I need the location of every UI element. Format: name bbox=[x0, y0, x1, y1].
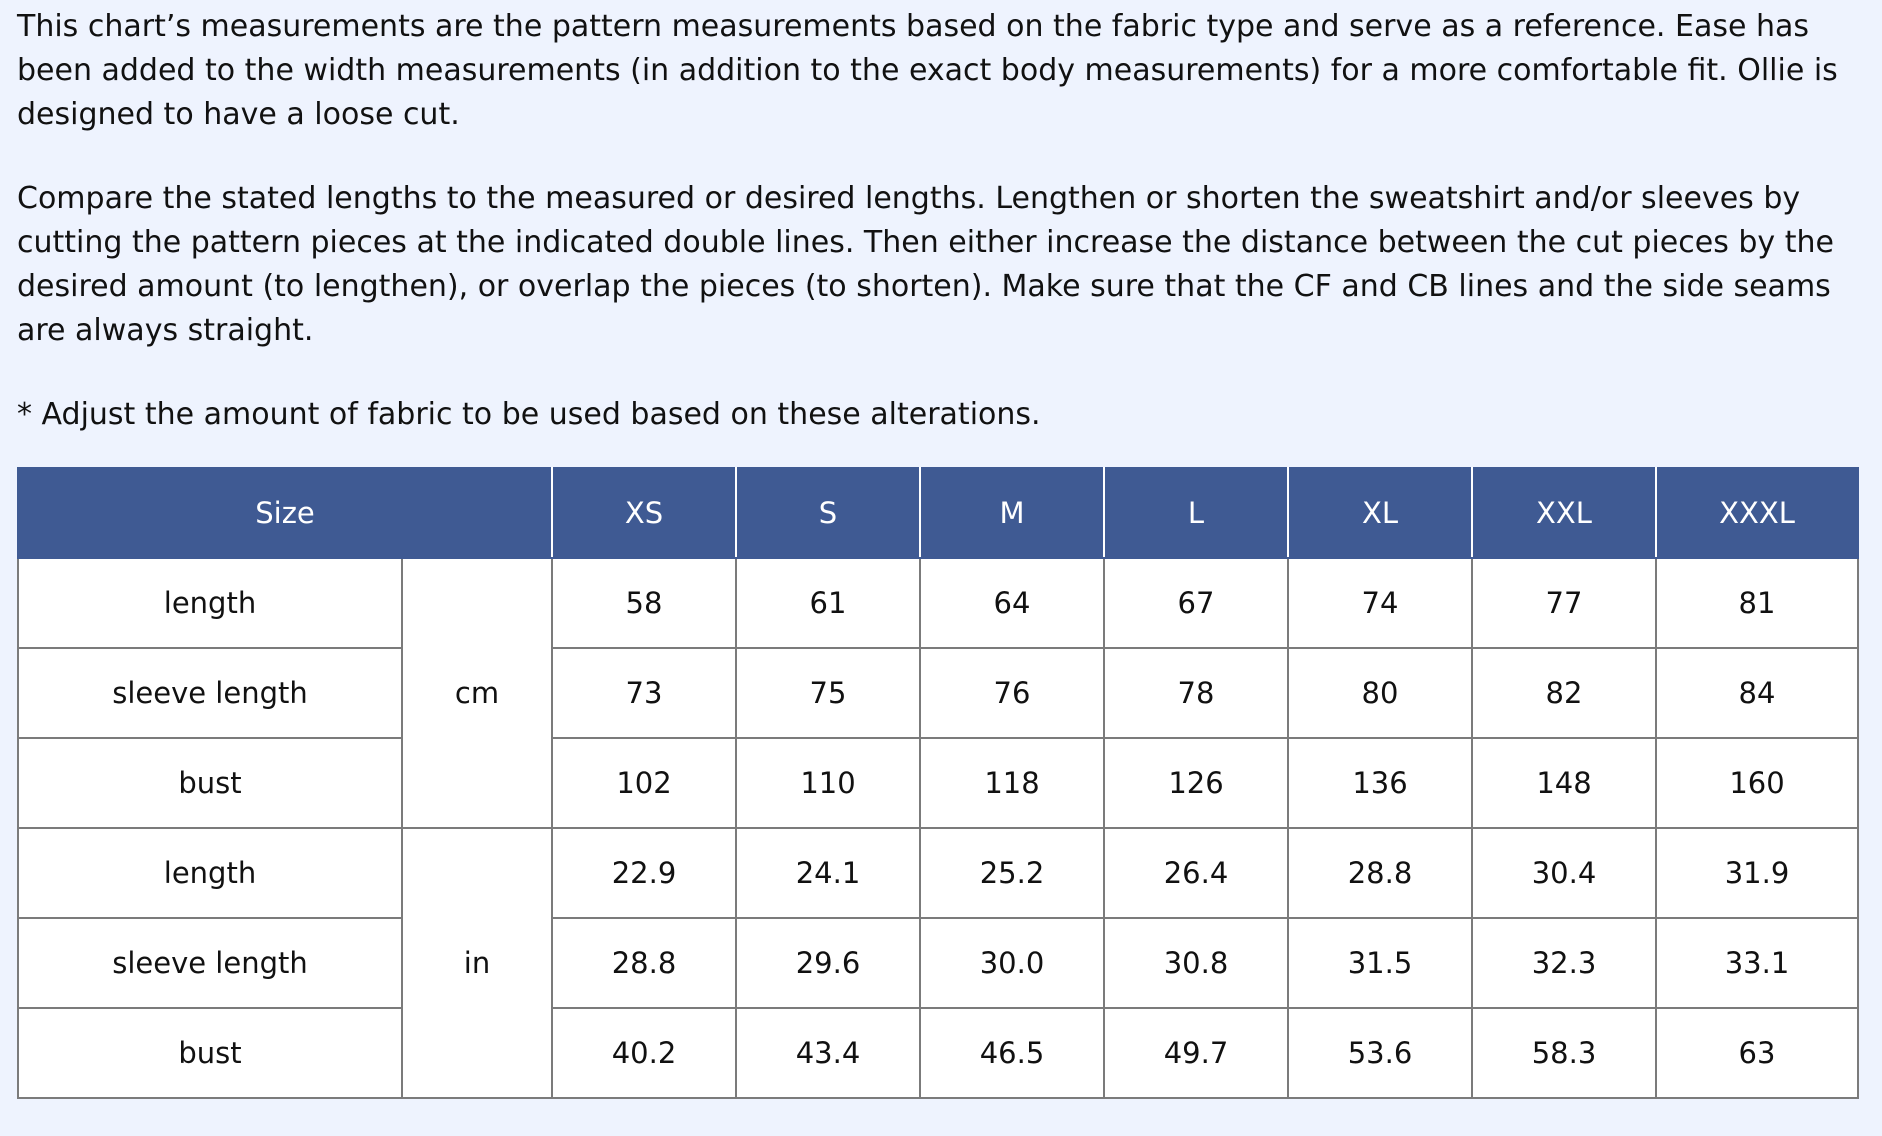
table-cell: 28.8 bbox=[552, 918, 736, 1008]
table-row bbox=[18, 1008, 1858, 1098]
size-chart-notes bbox=[17, 0, 1867, 437]
table-cell: 67 bbox=[1104, 558, 1288, 648]
table-cell: 33.1 bbox=[1656, 918, 1858, 1008]
size-header-l: L bbox=[1104, 468, 1288, 558]
row-label-bust-in: bust bbox=[18, 1008, 402, 1098]
table-cell: 118 bbox=[920, 738, 1104, 828]
table-cell: 80 bbox=[1288, 648, 1472, 738]
table-row bbox=[18, 828, 1858, 918]
table-cell: 160 bbox=[1656, 738, 1858, 828]
table-cell: 31.9 bbox=[1656, 828, 1858, 918]
table-cell: 77 bbox=[1472, 558, 1656, 648]
size-header-m: M bbox=[920, 468, 1104, 558]
table-cell: 75 bbox=[736, 648, 920, 738]
table-cell: 64 bbox=[920, 558, 1104, 648]
table-cell: 58.3 bbox=[1472, 1008, 1656, 1098]
table-cell: 43.4 bbox=[736, 1008, 920, 1098]
size-header-xs: XS bbox=[552, 468, 736, 558]
size-header-s: S bbox=[736, 468, 920, 558]
table-cell: 30.8 bbox=[1104, 918, 1288, 1008]
table-cell: 78 bbox=[1104, 648, 1288, 738]
table-cell: 82 bbox=[1472, 648, 1656, 738]
table-cell: 84 bbox=[1656, 648, 1858, 738]
table-cell: 24.1 bbox=[736, 828, 920, 918]
table-cell: 136 bbox=[1288, 738, 1472, 828]
table-row bbox=[18, 738, 1858, 828]
size-header-xl: XL bbox=[1288, 468, 1472, 558]
intro-paragraph-alterations: Compare the stated lengths to the measured or desired lengths. Lengthen or shorten the sweatshirt and/or sleeves by cutting the pattern pieces at the indicated double lines. Then either increase the distance between the cut pieces by the desired amount (to lengthen), or overlap the pieces (to shorten). Make sure that the CF and CB lines and the side seams are always straight. bbox=[17, 181, 1834, 348]
table-cell: 102 bbox=[552, 738, 736, 828]
fabric-note: * Adjust the amount of fabric to be used based on these alterations. bbox=[17, 397, 1041, 432]
table-cell: 32.3 bbox=[1472, 918, 1656, 1008]
table-cell: 26.4 bbox=[1104, 828, 1288, 918]
table-cell: 76 bbox=[920, 648, 1104, 738]
table-cell: 73 bbox=[552, 648, 736, 738]
table-row bbox=[18, 648, 1858, 738]
table-cell: 74 bbox=[1288, 558, 1472, 648]
table-cell: 53.6 bbox=[1288, 1008, 1472, 1098]
table-cell: 31.5 bbox=[1288, 918, 1472, 1008]
table-cell: 49.7 bbox=[1104, 1008, 1288, 1098]
table-cell: 30.0 bbox=[920, 918, 1104, 1008]
table-row bbox=[18, 558, 1858, 648]
table-cell: 46.5 bbox=[920, 1008, 1104, 1098]
size-chart-table bbox=[17, 467, 1859, 1099]
table-cell: 22.9 bbox=[552, 828, 736, 918]
intro-paragraph-ease: This chart’s measurements are the pattern measurements based on the fabric type and serve as a reference. Ease has been added to the width measurements (in addition to the exact body measurements) for a more comfortable fit. Ollie is designed to have a loose cut. bbox=[17, 9, 1838, 132]
table-cell: 126 bbox=[1104, 738, 1288, 828]
size-header-xxxl: XXXL bbox=[1656, 468, 1858, 558]
row-label-sleeve-length-in: sleeve length bbox=[18, 918, 402, 1008]
unit-cm: cm bbox=[402, 558, 552, 828]
size-header: Size bbox=[18, 468, 552, 558]
table-cell: 148 bbox=[1472, 738, 1656, 828]
row-label-sleeve-length-cm: sleeve length bbox=[18, 648, 402, 738]
table-header-row bbox=[18, 468, 1858, 558]
table-cell: 29.6 bbox=[736, 918, 920, 1008]
table-cell: 30.4 bbox=[1472, 828, 1656, 918]
table-cell: 28.8 bbox=[1288, 828, 1472, 918]
row-label-length-in: length bbox=[18, 828, 402, 918]
table-cell: 40.2 bbox=[552, 1008, 736, 1098]
unit-in: in bbox=[402, 828, 552, 1098]
table-row bbox=[18, 918, 1858, 1008]
table-cell: 63 bbox=[1656, 1008, 1858, 1098]
table-cell: 110 bbox=[736, 738, 920, 828]
row-label-length-cm: length bbox=[18, 558, 402, 648]
size-header-xxl: XXL bbox=[1472, 468, 1656, 558]
row-label-bust-cm: bust bbox=[18, 738, 402, 828]
table-cell: 58 bbox=[552, 558, 736, 648]
table-cell: 61 bbox=[736, 558, 920, 648]
table-cell: 25.2 bbox=[920, 828, 1104, 918]
table-cell: 81 bbox=[1656, 558, 1858, 648]
